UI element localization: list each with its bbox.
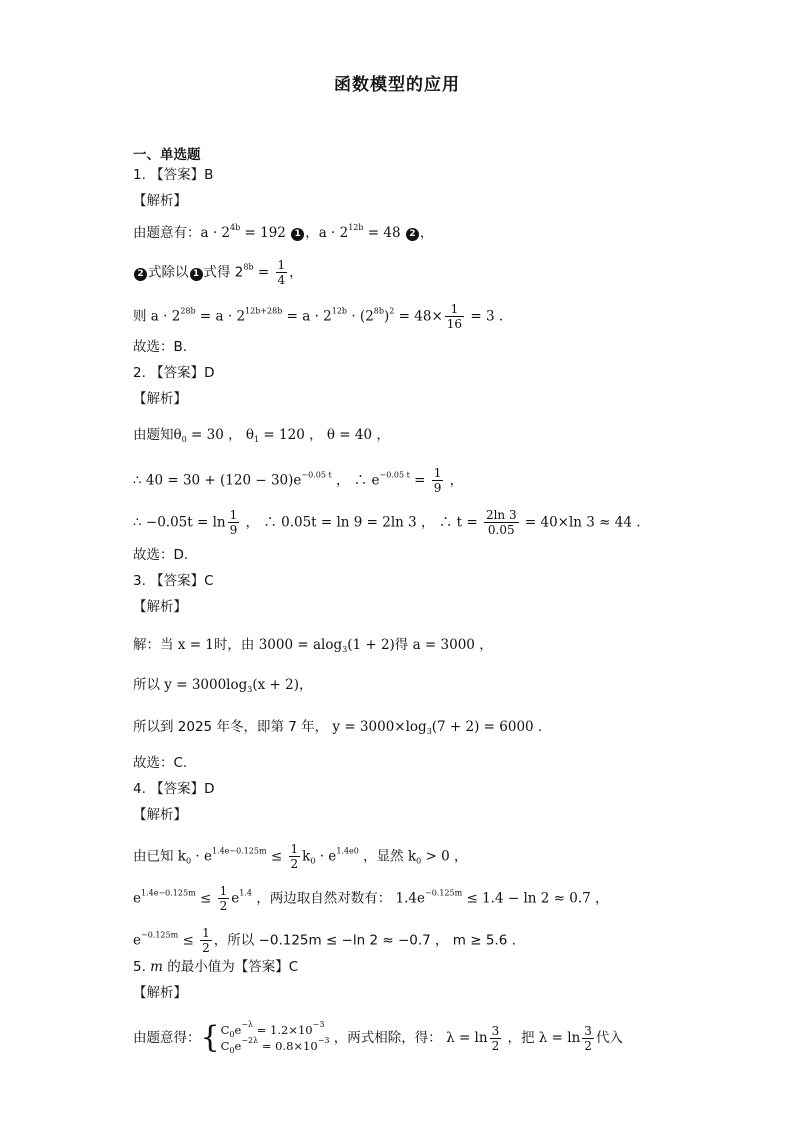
q2-line1: 由题知$\theta_0 = 30$ ， $\theta_1 = 120$ ， θ = 40 ， — [133, 427, 390, 444]
q1-line1: 由题意有：$a \cdot 2^{4b} = 192$ 1 ，$a \cdot 2^{12b} = 48$ 2 ， — [133, 223, 434, 241]
fraction: $\frac{3}{2}$ — [491, 1023, 500, 1053]
q2-conclusion: 故选：D. — [133, 547, 189, 563]
q2-analysis-label: 【解析】 — [133, 391, 187, 407]
q3-line3: 所以到 2025 年冬，即第 7 年， $y = 3000\times\log_3(7 + 2) = 6000$ . — [133, 719, 543, 736]
q1-line2: 2 式除以 1 式得 $2^{8b}$ = $\frac{1}{4}$ ， — [133, 258, 303, 287]
q2-answer: 2. 【答案】D — [133, 365, 215, 381]
fraction: $\frac{1}{16}$ — [446, 302, 463, 331]
q4-answer: 4. 【答案】D — [133, 781, 215, 797]
q5-line1: 由题意得：{ $C_0e^{-\lambda} = 1.2\times 10^{-3}$ $C_0e^{-2\lambda} = 0.8\times 10^{-3}$ ，两式相除，得： λ = ln $\frac{3}{2}$ ，把 λ = ln $\frac{3}{2}$ 代入 — [133, 1020, 623, 1055]
fraction: $\frac{1}{9}$ — [433, 466, 442, 495]
q3-conclusion: 故选：C. — [133, 755, 188, 771]
circled-number-2: 2 — [134, 268, 147, 281]
q1-conclusion: 故选：B. — [133, 339, 188, 355]
q4-line2: $e^{1.4e-0.125m}$ ≤ $\frac{1}{2}$ $e^{1.4}$ ，两边取自然对数有： $1.4e^{-0.125m} \le 1.4 - \ln 2 \approx 0.7$ ， — [133, 884, 609, 913]
q5-analysis-label: 【解析】 — [133, 985, 187, 1001]
page-title: 函数模型的应用 — [334, 75, 460, 95]
fraction: $\frac{1}{4}$ — [277, 258, 286, 287]
q2-line3: ∴ −0.05t = ln $\frac{1}{9}$ ， ∴ 0.05t = ln 9 = 2ln 3 ， ∴ t = $\frac{2\ln 3}{0.05}$ = 40×ln 3 ≈ 44 . — [133, 508, 641, 537]
q3-line2: 所以 $y = 3000\log_3(x + 2)$， — [133, 677, 313, 694]
fraction: $\frac{2\ln 3}{0.05}$ — [485, 508, 517, 537]
left-brace: { — [200, 1020, 220, 1055]
q3-analysis-label: 【解析】 — [133, 599, 187, 615]
circled-number-2: 2 — [406, 228, 419, 241]
circled-number-1: 1 — [190, 268, 203, 281]
q3-answer: 3. 【答案】C — [133, 573, 214, 589]
q1-line3: 则 $a \cdot 2^{28b} = a \cdot 2^{12b+28b} = a \cdot 2^{12b} \cdot (2^{8b})^2 = 48\times$ $\frac{1}{16}$ = 3 . — [133, 302, 504, 331]
fraction: $\frac{1}{2}$ — [219, 884, 228, 913]
fraction: $\frac{1}{2}$ — [202, 926, 210, 955]
circled-number-1: 1 — [291, 228, 304, 241]
q1-answer: 1. 【答案】B — [133, 167, 214, 183]
q4-line1: 由已知 $k_0 \cdot e^{1.4e-0.125m}$ ≤ $\frac{1}{2}$ $k_0 \cdot e^{1.4e0}$ ，显然 $k_0 > 0$ ， — [133, 842, 468, 871]
q4-line3: $e^{-0.125m}$ ≤ $\frac{1}{2}$ ，所以 −0.125m ≤ −ln 2 ≈ −0.7 ， m ≥ 5.6 . — [133, 926, 516, 955]
q1-analysis-label: 【解析】 — [133, 193, 187, 209]
q2-line2: ∴ $40 = 30 + (120 - 30)e^{-0.05 t}$ ， ∴ $e^{-0.05 t}$ = $\frac{1}{9}$ ， — [133, 466, 464, 495]
q3-line1: 解：当 x = 1时，由 3000 = alog$_3$(1 + 2)得 a = 3000 ， — [133, 637, 493, 654]
fraction: $\frac{1}{2}$ — [290, 842, 299, 871]
section-heading: 一、单选题 — [133, 147, 201, 163]
fraction: $\frac{3}{2}$ — [584, 1023, 592, 1053]
q5-answer: 5. m 的最小值为【答案】C — [133, 959, 299, 975]
fraction: $\frac{1}{9}$ — [229, 508, 238, 537]
q4-analysis-label: 【解析】 — [133, 807, 187, 823]
equation-system: $C_0e^{-\lambda} = 1.2\times 10^{-3}$ $C_0e^{-2\lambda} = 0.8\times 10^{-3}$ — [220, 1020, 330, 1055]
